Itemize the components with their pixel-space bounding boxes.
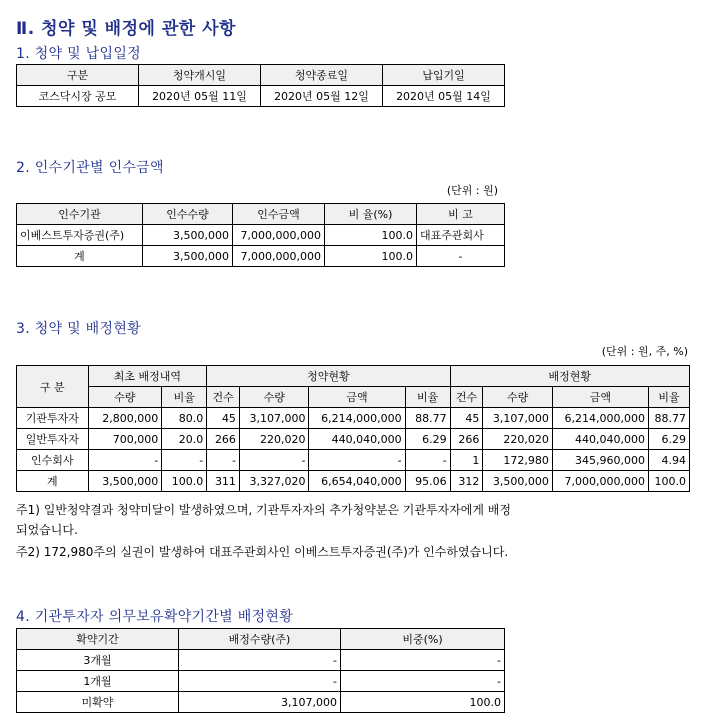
table-cell: 45 xyxy=(450,408,483,429)
table-cell: 4.94 xyxy=(648,450,689,471)
table-cell: 20.0 xyxy=(162,429,207,450)
section1-title: 1. 청약 및 납입일정 xyxy=(16,46,141,62)
underwriter-table xyxy=(16,203,505,267)
table-row xyxy=(17,450,690,471)
table-cell: 7,000,000,000 xyxy=(552,471,648,492)
header-cell: 인수수량 xyxy=(143,204,233,225)
header-cell: 최초 배정내역 xyxy=(88,366,207,387)
table-cell: 6.29 xyxy=(648,429,689,450)
table-cell: - xyxy=(417,246,505,267)
main-title: Ⅱ. 청약 및 배정에 관한 사항 xyxy=(16,19,236,39)
table-cell: 700,000 xyxy=(88,429,162,450)
table-cell: - xyxy=(341,671,505,692)
header-cell: 청약개시일 xyxy=(139,65,261,86)
table-cell: 코스닥시장 공모 xyxy=(17,86,139,107)
table-cell: 95.06 xyxy=(405,471,450,492)
header-cell: 확약기간 xyxy=(17,629,179,650)
table-cell: 3개월 xyxy=(17,650,179,671)
header-cell: 배정현황 xyxy=(450,366,689,387)
table-cell: 2020년 05월 14일 xyxy=(383,86,505,107)
table-cell: - xyxy=(405,450,450,471)
table-cell: 100.0 xyxy=(325,225,417,246)
table-row xyxy=(17,650,505,671)
table-row xyxy=(17,225,505,246)
table-cell: 3,107,000 xyxy=(483,408,553,429)
table-cell: 311 xyxy=(207,471,240,492)
lockup-table xyxy=(16,628,505,713)
table-row xyxy=(17,408,690,429)
header-cell: 비율 xyxy=(648,387,689,408)
table-cell: - xyxy=(88,450,162,471)
table-cell: 3,107,000 xyxy=(179,692,341,713)
table-cell: - xyxy=(162,450,207,471)
table-header-row xyxy=(17,366,690,387)
footnote-1: 주1) 일반청약결과 청약미달이 발생하였으며, 기관투자자의 추가청약분은 기관투자자에게 배정되었습니다. xyxy=(16,503,511,537)
header-cell: 수량 xyxy=(239,387,309,408)
header-cell: 구분 xyxy=(17,65,139,86)
table-cell: 1개월 xyxy=(17,671,179,692)
table-cell: 440,040,000 xyxy=(552,429,648,450)
header-cell: 비 율(%) xyxy=(325,204,417,225)
table-cell: 3,327,020 xyxy=(239,471,309,492)
header-cell: 비 고 xyxy=(417,204,505,225)
table-cell: 88.77 xyxy=(405,408,450,429)
table-row xyxy=(17,692,505,713)
section3-title: 3. 청약 및 배정현황 xyxy=(16,321,141,337)
section2-unit: (단위 : 원) xyxy=(446,184,498,197)
header-cell: 인수기관 xyxy=(17,204,143,225)
table-row xyxy=(17,671,505,692)
table-cell: - xyxy=(341,650,505,671)
header-cell: 금액 xyxy=(309,387,405,408)
table-cell: - xyxy=(309,450,405,471)
table-cell: 88.77 xyxy=(648,408,689,429)
table-cell: - xyxy=(179,650,341,671)
table-cell: 일반투자자 xyxy=(17,429,89,450)
table-cell: 440,040,000 xyxy=(309,429,405,450)
table-cell: - xyxy=(239,450,309,471)
header-cell: 청약현황 xyxy=(207,366,450,387)
header-cell: 구 분 xyxy=(17,366,89,408)
table-cell: 80.0 xyxy=(162,408,207,429)
header-cell: 청약종료일 xyxy=(261,65,383,86)
table-cell: 45 xyxy=(207,408,240,429)
table-cell: 3,500,000 xyxy=(88,471,162,492)
section4-title: 4. 기관투자자 의무보유확약기간별 배정현황 xyxy=(16,609,294,625)
table-cell: 100.0 xyxy=(325,246,417,267)
table-cell: 6,214,000,000 xyxy=(309,408,405,429)
header-cell: 수량 xyxy=(88,387,162,408)
header-cell: 비율 xyxy=(162,387,207,408)
table-cell: 대표주관회사 xyxy=(417,225,505,246)
table-header-row xyxy=(17,387,690,408)
table-cell: 3,107,000 xyxy=(239,408,309,429)
table-cell: 3,500,000 xyxy=(143,246,233,267)
table-cell: 2020년 05월 12일 xyxy=(261,86,383,107)
table-cell: - xyxy=(179,671,341,692)
table-cell: 1 xyxy=(450,450,483,471)
table-row xyxy=(17,429,690,450)
table-cell: 220,020 xyxy=(239,429,309,450)
table-header-row xyxy=(17,629,505,650)
table-cell: 3,500,000 xyxy=(143,225,233,246)
table-cell: 266 xyxy=(207,429,240,450)
table-cell: 6.29 xyxy=(405,429,450,450)
schedule-table xyxy=(16,64,505,107)
table-cell: 2,800,000 xyxy=(88,408,162,429)
table-cell: 계 xyxy=(17,471,89,492)
table-cell: 기관투자자 xyxy=(17,408,89,429)
table-row xyxy=(17,246,505,267)
table-cell: 7,000,000,000 xyxy=(233,246,325,267)
table-row xyxy=(17,86,505,107)
table-cell: 100.0 xyxy=(162,471,207,492)
section3-unit: (단위 : 원, 주, %) xyxy=(601,345,688,358)
header-cell: 건수 xyxy=(207,387,240,408)
table-cell: 100.0 xyxy=(648,471,689,492)
table-header-row xyxy=(17,204,505,225)
header-cell: 비중(%) xyxy=(341,629,505,650)
table-header-row xyxy=(17,65,505,86)
table-cell: 계 xyxy=(17,246,143,267)
header-cell: 건수 xyxy=(450,387,483,408)
table-cell: 2020년 05월 11일 xyxy=(139,86,261,107)
table-cell: 220,020 xyxy=(483,429,553,450)
header-cell: 수량 xyxy=(483,387,553,408)
table-cell: 172,980 xyxy=(483,450,553,471)
table-cell: 이베스트투자증권(주) xyxy=(17,225,143,246)
table-cell: 6,654,040,000 xyxy=(309,471,405,492)
header-cell: 비율 xyxy=(405,387,450,408)
footnote-2: 주2) 172,980주의 실권이 발생하여 대표주관회사인 이베스트투자증권(주)가 인수하였습니다. xyxy=(16,545,509,559)
section2-title: 2. 인수기관별 인수금액 xyxy=(16,160,164,176)
table-cell: 7,000,000,000 xyxy=(233,225,325,246)
table-cell: 345,960,000 xyxy=(552,450,648,471)
table-cell: 312 xyxy=(450,471,483,492)
subscription-table xyxy=(16,365,690,492)
table-cell: 인수회사 xyxy=(17,450,89,471)
header-cell: 금액 xyxy=(552,387,648,408)
table-cell: 6,214,000,000 xyxy=(552,408,648,429)
table-cell: - xyxy=(207,450,240,471)
table-cell: 266 xyxy=(450,429,483,450)
table-cell: 100.0 xyxy=(341,692,505,713)
header-cell: 납입기일 xyxy=(383,65,505,86)
table-row xyxy=(17,471,690,492)
table-cell: 3,500,000 xyxy=(483,471,553,492)
table-cell: 미확약 xyxy=(17,692,179,713)
header-cell: 인수금액 xyxy=(233,204,325,225)
header-cell: 배정수량(주) xyxy=(179,629,341,650)
